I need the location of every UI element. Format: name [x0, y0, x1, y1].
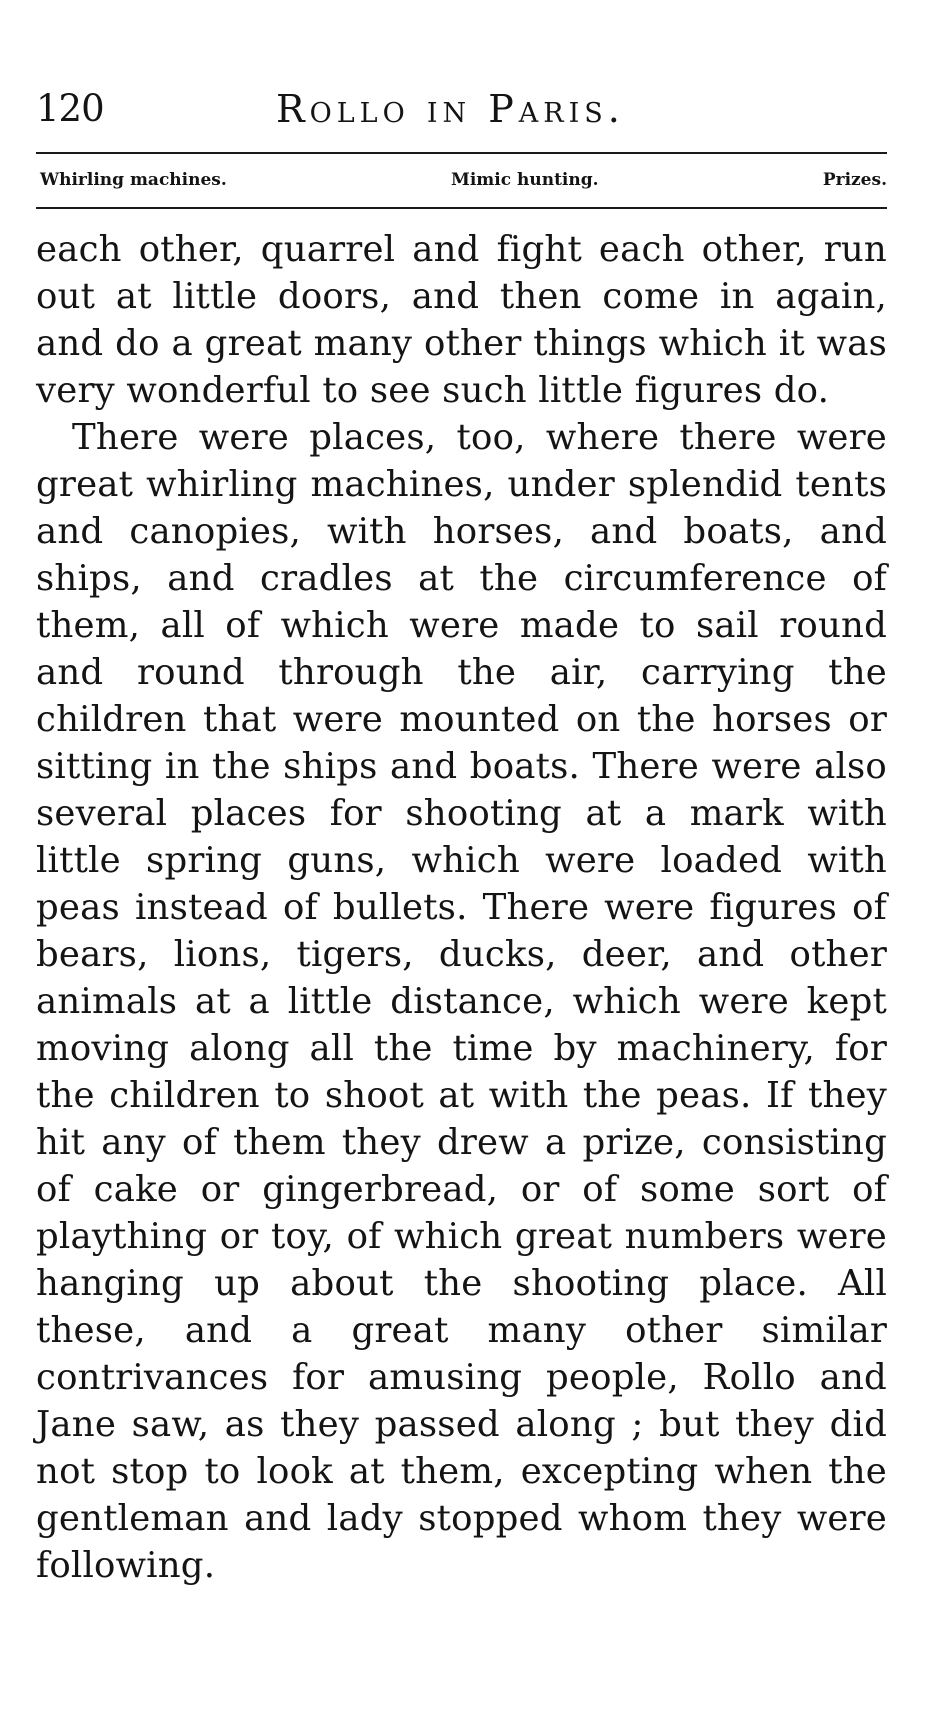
header-rule-top [36, 152, 887, 154]
page-number: 120 [36, 87, 104, 130]
paragraph-continuation: each other, quarrel and fight each other, run out at little doors, and then come in again, and do a great many other things which it was very wonderful to see such little figures do. [36, 229, 887, 411]
book-title: Rollo in Paris. [276, 87, 625, 131]
side-notes [36, 157, 887, 203]
body-text [36, 226, 887, 1589]
paragraph-fair-amusements: There were places, too, where there were great whirling machines, under splendid tents and canopies, with horses, and boats, and ships, and cradles at the circumference of them, all of which were made to sail round and round through the air, carrying the children that were mounted on the horses or sitting in the ships and boats. There were also several places for shooting at a mark with little spring guns, which were loaded with peas instead of bullets. There were figures of bears, lions, tigers, ducks, deer, and other animals at a little distance, which were kept moving along all the time by machinery, for the children to shoot at with the peas. If they hit any of them they drew a prize, consisting of cake or gingerbread, or of some sort of plaything or toy, of which great numbers were hanging up about the shooting place. All these, and a great many other similar contrivances for amusing people, Rollo and Jane saw, as they passed along ; but they did not stop to look at them, excepting when the gentleman and lady stopped whom they were following. [36, 417, 887, 1586]
header-rule-bottom [36, 207, 887, 209]
running-head [36, 84, 887, 134]
side-note-whirling-machines: Whirling machines. [40, 170, 227, 190]
side-note-prizes: Prizes. [822, 170, 887, 190]
side-note-mimic-hunting: Mimic hunting. [451, 170, 599, 190]
